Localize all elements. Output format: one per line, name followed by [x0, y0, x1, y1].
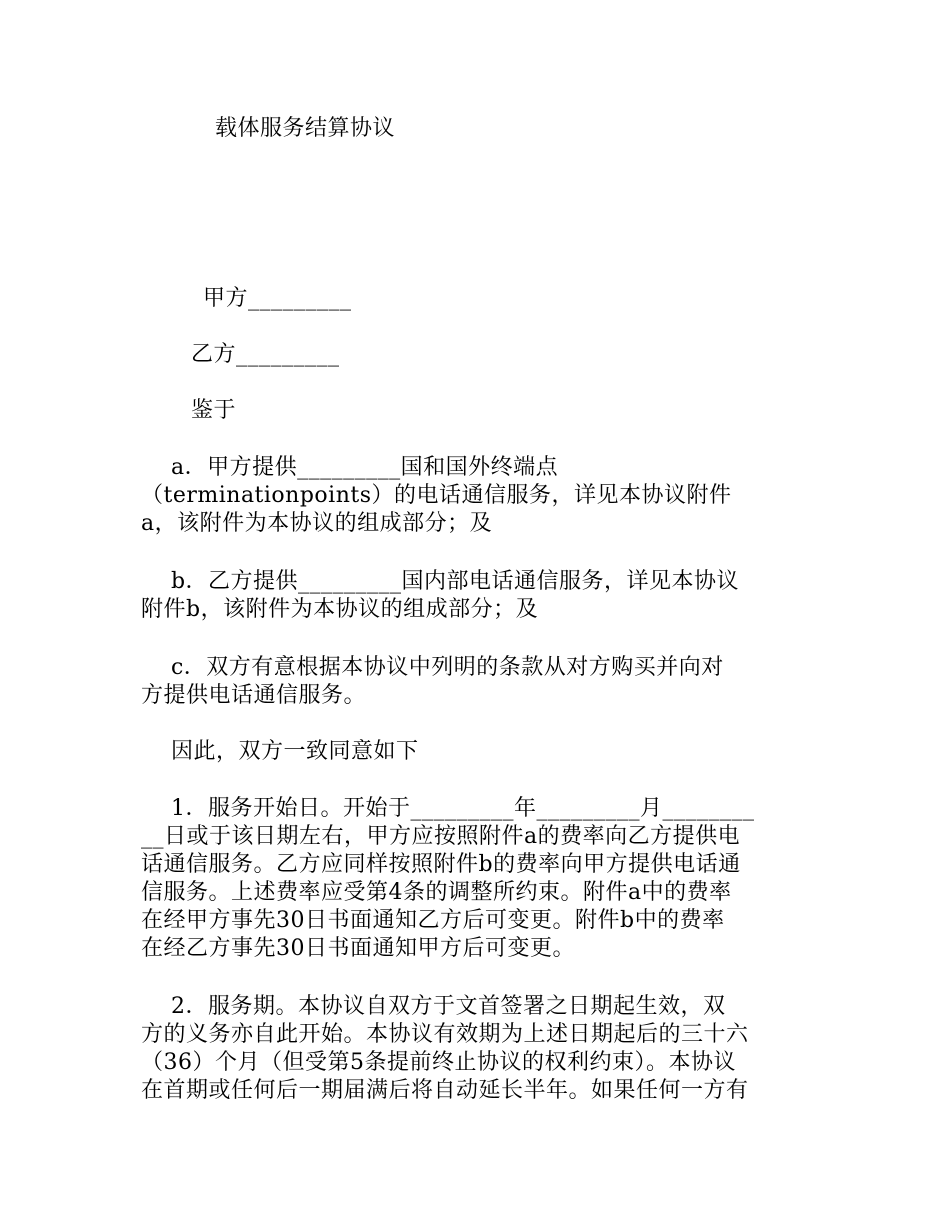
article-2-line: 方的义务亦自此开始。本协议有效期为上述日期起后的三十六 — [141, 1022, 749, 1047]
clause-c-line: 方提供电话通信服务。 — [141, 683, 367, 708]
party-b-line: 乙方_________ — [191, 342, 340, 367]
clause-b-line: 附件b，该附件为本协议的组成部分；及 — [141, 597, 539, 622]
agreement-intro-line: 因此，双方一致同意如下 — [141, 739, 419, 764]
article-1-line: __日或于该日期左右，甲方应按照附件a的费率向乙方提供电 — [141, 824, 741, 849]
agreement-intro-paragraph — [141, 738, 813, 766]
document-title: 载体服务结算协议 — [215, 116, 396, 141]
article-2-line: 在首期或任何后一期届满后将自动延长半年。如果任何一方有 — [141, 1078, 749, 1103]
article-2-line: 2．服务期。本协议自双方于文首签署之日期起生效，双 — [141, 994, 726, 1019]
article-1-line: 在经甲方事先30日书面通知乙方后可变更。附件b中的费率 — [141, 908, 725, 933]
whereas-heading: 鉴于 — [191, 398, 237, 423]
clause-c-line: c．双方有意根据本协议中列明的条款从对方购买并向对 — [141, 655, 724, 680]
clause-c-paragraph — [141, 654, 813, 710]
clause-b-line: b．乙方提供_________国内部电话通信服务，详见本协议 — [141, 569, 740, 594]
article-1-line: 1．服务开始日。开始于_________年_________月________ — [141, 796, 755, 821]
clause-a-paragraph — [141, 454, 813, 538]
article-1-paragraph — [141, 795, 813, 963]
article-1-line: 在经乙方事先30日书面通知甲方后可变更。 — [141, 936, 575, 961]
clause-a-line: a，该附件为本协议的组成部分；及 — [141, 511, 493, 536]
clause-b-paragraph — [141, 568, 813, 624]
article-2-line: （36）个月（但受第5条提前终止协议的权利约束）。本协议 — [141, 1050, 736, 1075]
article-2-paragraph — [141, 993, 813, 1105]
clause-a-line: a．甲方提供_________国和国外终端点 — [141, 455, 559, 480]
article-1-line: 信服务。上述费率应受第4条的调整所约束。附件a中的费率 — [141, 880, 732, 905]
party-a-line: 甲方_________ — [203, 286, 352, 311]
article-1-line: 话通信服务。乙方应同样按照附件b的费率向甲方提供电话通 — [141, 852, 741, 877]
clause-a-line: （terminationpoints）的电话通信服务，详见本协议附件 — [141, 483, 732, 508]
